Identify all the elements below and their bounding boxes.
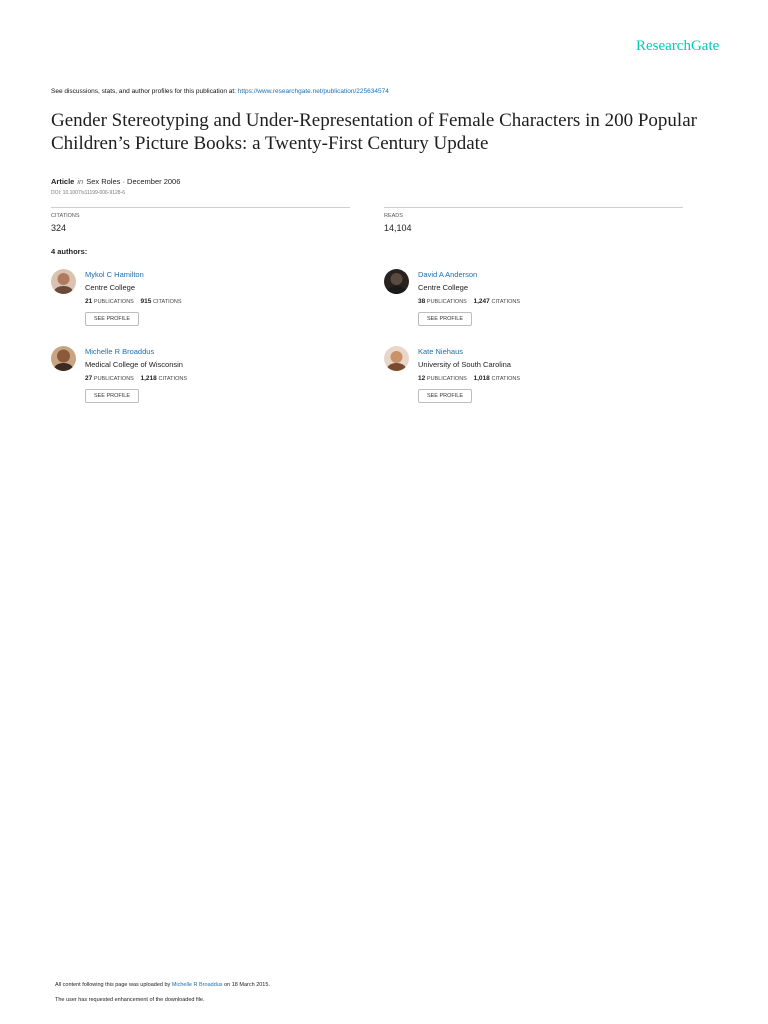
author-institution: Medical College of Wisconsin [85, 360, 183, 369]
author-institution: Centre College [418, 283, 469, 292]
avatar-photo-icon [384, 346, 409, 371]
publications-count: 12 [418, 375, 426, 382]
avatar-face [58, 273, 70, 285]
author-card [51, 269, 351, 329]
author-card [384, 269, 684, 329]
in-word: in [77, 177, 84, 186]
author-citations-label: CITATIONS [491, 376, 520, 382]
author-stats [418, 298, 525, 305]
publications-label: PUBLICATIONS [93, 376, 134, 382]
author-citations-count: 915 [140, 298, 152, 305]
avatar-face [391, 273, 403, 285]
author-citations-label: CITATIONS [153, 299, 182, 305]
author-name[interactable]: Michelle R Broaddus [85, 347, 155, 356]
author-institution: Centre College [85, 283, 136, 292]
reads-divider [384, 207, 683, 208]
avatar-face [57, 350, 70, 363]
publications-count: 38 [418, 298, 426, 305]
avatar-face [391, 351, 403, 363]
citations-divider [51, 207, 350, 208]
author-citations-count: 1,247 [473, 298, 490, 305]
author-institution: University of South Carolina [418, 360, 511, 369]
publications-count: 27 [85, 375, 93, 382]
enhancement-note: The user has requested enhancement of the downloaded file. [55, 997, 205, 1003]
see-profile-button[interactable]: SEE PROFILE [85, 389, 139, 403]
reads-label: READS [384, 213, 403, 219]
avatar-photo-icon [384, 269, 409, 294]
article-venue: Sex Roles · December 2006 [86, 177, 181, 186]
avatar[interactable] [51, 269, 76, 294]
avatar[interactable] [384, 269, 409, 294]
see-profile-button[interactable]: SEE PROFILE [418, 312, 472, 326]
publications-label: PUBLICATIONS [426, 376, 467, 382]
author-name[interactable]: Kate Niehaus [418, 347, 464, 356]
reads-value: 14,104 [384, 223, 412, 233]
author-citations-label: CITATIONS [491, 299, 520, 305]
article-type: Article [51, 177, 75, 186]
researchgate-logo[interactable]: ResearchGate [636, 38, 720, 54]
doi: DOI: 10.1007/s11199-006-9128-6 [51, 190, 126, 196]
author-citations-label: CITATIONS [158, 376, 187, 382]
upload-note [55, 982, 270, 988]
publication-title: Gender Stereotyping and Under-Representation of Female Characters in 200 Popular Children’s Picture Books: a Twenty-First Century Update [51, 110, 697, 154]
avatar-photo-icon [51, 346, 76, 371]
author-stats [418, 375, 525, 382]
upload-suffix: on 18 March 2015. [222, 982, 270, 988]
avatar-photo-icon [51, 269, 76, 294]
citations-label: CITATIONS [51, 213, 80, 219]
author-name[interactable]: Mykol C Hamilton [85, 270, 144, 279]
citations-value: 324 [51, 223, 67, 233]
see-profile-button[interactable]: SEE PROFILE [85, 312, 139, 326]
avatar[interactable] [51, 346, 76, 371]
discussion-note [51, 88, 389, 95]
article-meta [51, 177, 180, 186]
publications-label: PUBLICATIONS [426, 299, 467, 305]
discussion-note-text: See discussions, stats, and author profiles for this publication at: [51, 88, 238, 95]
avatar[interactable] [384, 346, 409, 371]
upload-prefix: All content following this page was uploaded by [55, 982, 172, 988]
see-profile-button[interactable]: SEE PROFILE [418, 389, 472, 403]
publications-label: PUBLICATIONS [93, 299, 134, 305]
author-citations-count: 1,018 [473, 375, 490, 382]
uploader-link[interactable]: Michelle R Broaddus [171, 982, 223, 988]
author-card [384, 346, 684, 406]
author-name[interactable]: David A Anderson [418, 270, 478, 279]
authors-heading: 4 authors: [51, 247, 88, 256]
publications-count: 21 [85, 298, 93, 305]
author-stats [85, 375, 192, 382]
author-stats [85, 298, 187, 305]
author-citations-count: 1,218 [140, 375, 157, 382]
author-card [51, 346, 351, 406]
publication-link[interactable]: https://www.researchgate.net/publication/225634574 [237, 88, 389, 95]
